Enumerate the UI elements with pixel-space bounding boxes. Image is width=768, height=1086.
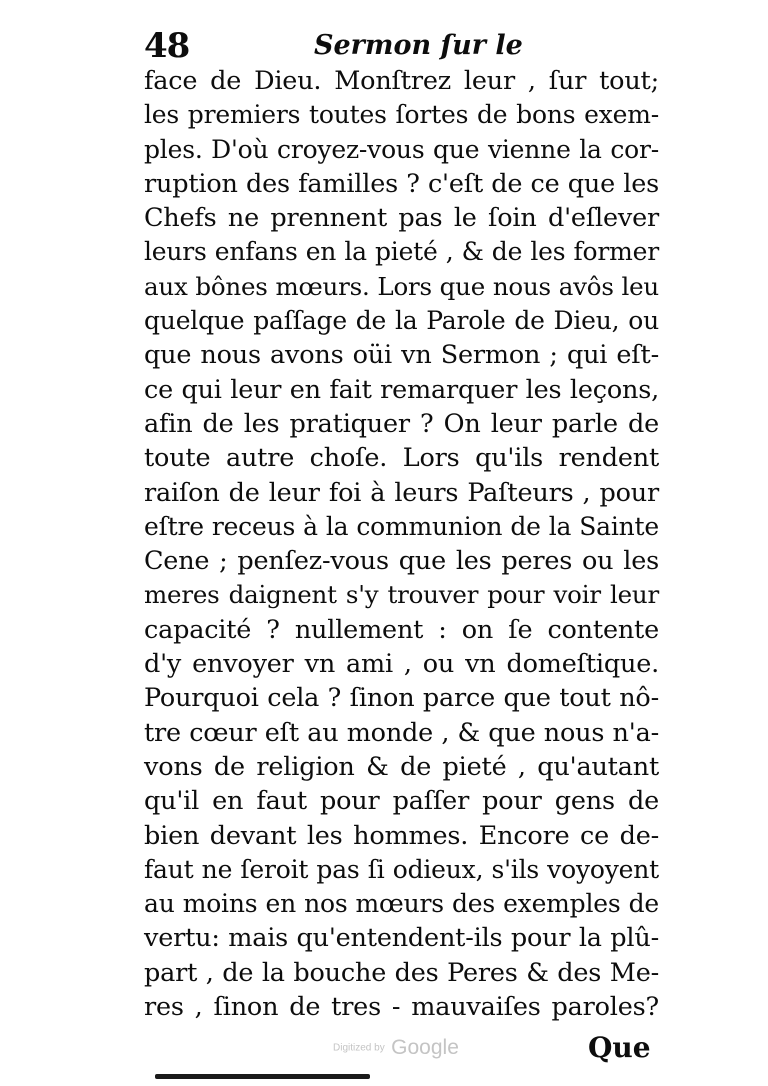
text-line: part , de la bouche des Peres & des Me- bbox=[144, 957, 659, 988]
watermark-brand: Google bbox=[391, 1036, 459, 1059]
text-line: meres daignent s'y trouver pour voir leur bbox=[144, 580, 659, 610]
body-text bbox=[144, 64, 659, 1024]
text-line: Pourquoi cela ? ſinon parce que tout nô- bbox=[144, 683, 659, 714]
text-line: tre cœur eſt au monde , & que nous n'a- bbox=[144, 717, 659, 748]
page-number: 48 bbox=[144, 26, 190, 66]
text-line: toute autre choſe. Lors qu'ils rendent bbox=[144, 443, 659, 474]
text-line: raiſon de leur foi à leurs Paſteurs , pour bbox=[144, 477, 659, 508]
text-line: faut ne ſeroit pas ſi odieux, s'ils voyoyent bbox=[144, 854, 659, 884]
text-line: face de Dieu. Monſtrez leur , ſur tout; bbox=[144, 66, 659, 96]
text-line: res , ſinon de tres - mauvaiſes paroles? bbox=[144, 992, 659, 1023]
text-line: d'y envoyer vn ami , ou vn domeſtique. bbox=[144, 649, 659, 680]
text-line: leurs enfans en la pieté , & de les former bbox=[144, 237, 659, 267]
text-line: ce qui leur en fait remarquer les leçons, bbox=[144, 374, 659, 405]
running-title: Sermon ſur le bbox=[314, 30, 523, 61]
text-line: Cene ; penſez-vous que les peres ou les bbox=[144, 546, 659, 577]
text-line: aux bônes mœurs. Lors que nous avôs leu bbox=[144, 271, 659, 301]
text-line: qu'il en faut pour paſſer pour gens de bbox=[144, 786, 659, 817]
text-line: au moins en nos mœurs des exemples de bbox=[144, 889, 659, 919]
text-line: ples. D'où croyez-vous que vienne la cor- bbox=[144, 134, 659, 164]
catchword: Que bbox=[588, 1031, 651, 1064]
text-line: bien devant les hommes. Encore ce de- bbox=[144, 820, 659, 851]
text-line: ruption des familles ? c'eſt de ce que les bbox=[144, 168, 659, 199]
digitized-watermark bbox=[333, 1036, 459, 1060]
text-line: vons de religion & de pieté , qu'autant bbox=[144, 751, 659, 782]
bottom-rule bbox=[155, 1074, 370, 1079]
text-line: Chefs ne prennent pas le ſoin d'eſlever bbox=[144, 203, 659, 234]
watermark-prefix: Digitized by bbox=[333, 1042, 385, 1054]
text-line: les premiers toutes ſortes de bons exem- bbox=[144, 100, 659, 130]
text-line: eſtre receus à la communion de la Sainte bbox=[144, 511, 659, 541]
text-line: vertu: mais qu'entendent-ils pour la plû- bbox=[144, 923, 659, 954]
text-line: quelque paſſage de la Parole de Dieu, ou bbox=[144, 306, 659, 336]
text-line: que nous avons oüi vn Sermon ; qui eſt- bbox=[144, 340, 659, 371]
running-head bbox=[144, 26, 664, 66]
text-line: afin de les pratiquer ? On leur parle de bbox=[144, 408, 659, 439]
text-line: capacité ? nullement : on ſe contente bbox=[144, 614, 659, 645]
